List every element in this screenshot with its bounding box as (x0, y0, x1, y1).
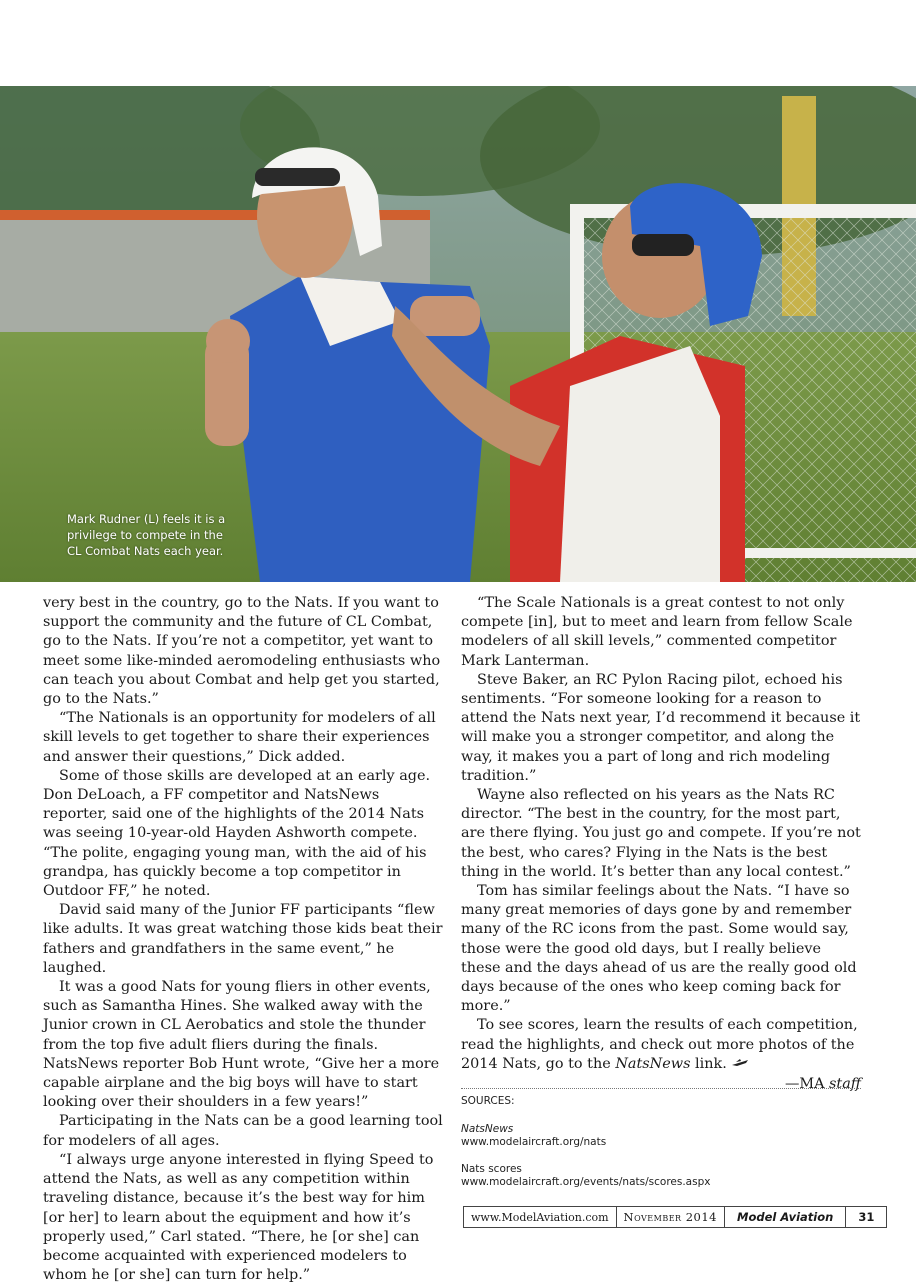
sources-box (461, 1088, 861, 1203)
photo-of-two-pilots (0, 86, 916, 582)
article-column-right (461, 594, 861, 1094)
paragraph: Some of those skills are developed at an early age. Don DeLoach, a FF competitor and NatsNews reporter, said one of the highlights of the 2014 Nats was seeing 10-year-old Hayden Ashworth compete. “The polite, engaging young man, with the aid of his grandpa, has quickly become a top competitor in Outdoor FF,” he noted. (43, 767, 431, 900)
paragraph: Tom has similar feelings about the Nats. “I have so many great memories of days gone by and remember many of the RC icons from the past. Some would say, those were the good old days, but I really believe these and the days ahead of us are the really good old days because of the ones who keep coming back for more.” (461, 883, 857, 1015)
closing-paragraph (461, 1016, 861, 1074)
paragraph: “The Scale Nationals is a great contest to not only compete [in], but to meet and learn from fellow Scale modelers of all skill levels,” commented competitor Mark Lanterman. (461, 595, 853, 669)
closing-text: To see scores, learn the results of each competition, read the highlights, and check out more photos of the 2014 Nats, go to the (461, 1017, 858, 1072)
signoff-prefix: —MA (784, 1076, 830, 1093)
footer-magazine-name: Model Aviation (725, 1207, 846, 1227)
source-item (461, 1163, 861, 1190)
paragraph: “I always urge anyone interested in flying Speed to attend the Nats, as well as any competition within traveling distance, because it’s the best way for him [or her] to learn about the equipment and how it’s properly used,” Carl stated. “There, he [or she] can become acquainted with experienced modelers to whom he [or she] can turn for help.” (43, 1151, 434, 1284)
natsnews-link[interactable]: NatsNews (615, 1055, 691, 1072)
paragraph: very best in the country, go to the Nats. If you want to support the community and the future of CL Combat, go to the Nats. If you’re not a competitor, yet want to meet some like-minded aeromodeling enthusiasts who can teach you about Combat and help get you started, go to the Nats.” (43, 595, 441, 708)
paragraph: Participating in the Nats can be a good learning tool for modelers of all ages. (43, 1113, 443, 1149)
signoff-staff: staff (829, 1076, 861, 1093)
ma-airplane-endmark-icon (731, 1059, 749, 1068)
page-number: 31 (858, 1210, 875, 1224)
source-url[interactable]: www.modelaircraft.org/events/nats/scores.aspx (461, 1176, 711, 1188)
photo-caption: Mark Rudner (L) feels it is a privilege to compete in the CL Combat Nats each year. (67, 512, 226, 558)
footer-website[interactable]: www.ModelAviation.com (464, 1207, 617, 1227)
paragraph: Wayne also reflected on his years as the Nats RC director. “The best in the country, for the most part, are there flying. You just go and compete. If you’re not the best, who cares? Flying in the Nats is the best thing in the world. It’s better than any local contest.” (461, 787, 861, 880)
source-name: Nats scores (461, 1162, 522, 1175)
footer-issue-date: November 2014 (617, 1207, 725, 1227)
paragraph: Steve Baker, an RC Pylon Racing pilot, echoed his sentiments. “For someone looking for a reason to attend the Nats next year, I’d recommend it because it will make you a stronger competitor, and along the way, it makes you a part of long and rich modeling tradition.” (461, 671, 861, 784)
closing-text-end: link. (690, 1055, 727, 1072)
sources-heading: SOURCES: (461, 1095, 515, 1107)
article-column-left (43, 594, 443, 1285)
paragraph: “The Nationals is an opportunity for modelers of all skill levels to get together to share their experiences and answer their questions,” Dick added. (43, 710, 436, 765)
source-item (461, 1123, 861, 1150)
page-footer (463, 1206, 887, 1228)
paragraph: David said many of the Junior FF participants “flew like adults. It was great watching those kids beat their fathers and grandfathers in the same event,” he laughed. (43, 902, 443, 976)
source-name: NatsNews (461, 1122, 514, 1135)
source-url[interactable]: www.modelaircraft.org/nats (461, 1136, 607, 1148)
paragraph: It was a good Nats for young fliers in other events, such as Samantha Hines. She walked away with the Junior crown in CL Aerobatics and stole the thunder from the top five adult fliers during the finals. NatsNews reporter Bob Hunt wrote, “Give her a more capable airplane and the big boys will have to start looking over their shoulders in a few years!” (43, 979, 440, 1111)
